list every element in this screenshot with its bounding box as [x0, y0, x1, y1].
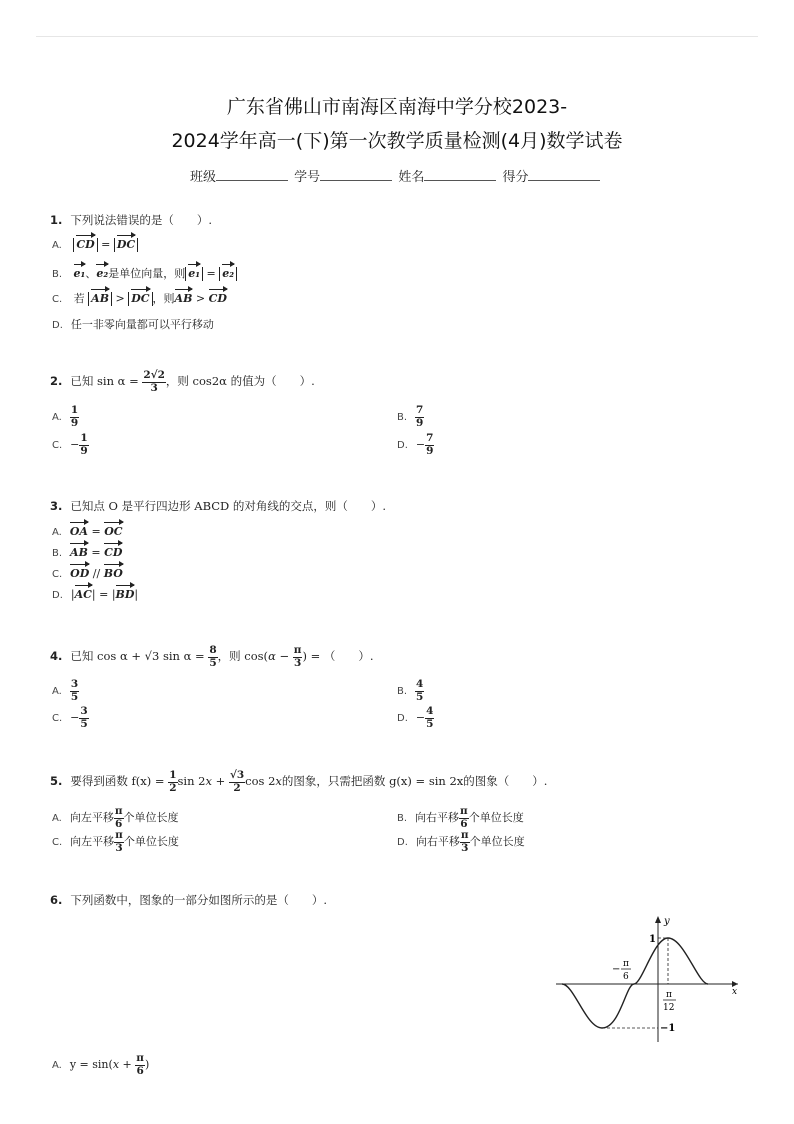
- option-text: 若: [73, 292, 85, 305]
- option-label: D.: [397, 713, 408, 725]
- option-text: 向左平移: [69, 811, 114, 825]
- student-info-row: [190, 166, 602, 185]
- option-label: C.: [52, 713, 63, 725]
- option-text: 是单位向量，则: [108, 267, 186, 280]
- sine-curve: [562, 938, 708, 1028]
- option-label: C.: [52, 837, 63, 849]
- question-stem: 下列函数中，图象的一部分如图所示的是（ ）.: [70, 893, 328, 907]
- option-label: D.: [52, 590, 63, 601]
- x-axis-label: x: [732, 987, 738, 997]
- q1-option-d[interactable]: [52, 316, 214, 332]
- option-label: A.: [52, 240, 62, 251]
- q4-option-d[interactable]: D. − $\frac{4}{5}$: [397, 705, 434, 730]
- question-6: [50, 892, 327, 908]
- option-label: B.: [397, 412, 408, 424]
- option-text: 任一非零向量都可以平行移动: [70, 318, 214, 331]
- name-blank[interactable]: [424, 168, 496, 181]
- pi-12-den: 12: [663, 1003, 675, 1013]
- option-text: 个单位长度: [123, 835, 179, 849]
- q3-option-d[interactable]: D. |AC| = |BD|: [52, 588, 139, 601]
- option-label: B.: [52, 548, 63, 559]
- q2-option-c[interactable]: C. − $\frac{1}{9}$: [52, 432, 88, 457]
- question-stem: 要得到函数: [70, 774, 128, 789]
- question-3: [50, 498, 386, 514]
- question-number: 5.: [50, 774, 63, 789]
- question-number: 3.: [50, 499, 63, 513]
- neg-pi-6-sign: −: [612, 964, 621, 975]
- page-title-line1: 广东省佛山市南海区南海中学分校2023-: [226, 96, 568, 118]
- sine-graph-figure: [552, 912, 744, 1044]
- top-divider: [36, 36, 758, 37]
- neg-pi-6-den: 6: [623, 972, 629, 982]
- option-label: D.: [397, 837, 408, 849]
- q5-option-d[interactable]: D. 向右平移 $\frac{\pi}{3}$ 个单位长度: [397, 829, 525, 854]
- question-stem: 已知: [70, 649, 94, 664]
- question-number: 1.: [50, 213, 63, 227]
- question-number: 2.: [50, 374, 63, 389]
- option-text: ，则: [152, 292, 175, 305]
- option-text: 向左平移: [70, 835, 115, 849]
- option-label: C.: [52, 440, 63, 452]
- option-label: B.: [397, 686, 408, 698]
- q3-option-c[interactable]: C. OD // BO: [52, 567, 123, 580]
- equals-sign: =: [101, 238, 111, 251]
- class-blank[interactable]: [216, 168, 288, 181]
- pi-12-num: π: [666, 990, 672, 1000]
- question-stem: ，则: [217, 649, 241, 664]
- math-expr: f(x) =: [131, 774, 165, 789]
- q4-option-b[interactable]: B. $\frac{4}{5}$: [397, 678, 424, 703]
- question-number: 4.: [50, 649, 63, 664]
- question-number: 6.: [50, 893, 63, 907]
- number-label: 学号: [294, 170, 321, 185]
- y-axis-arrow: [655, 916, 661, 923]
- option-text: 个单位长度: [469, 835, 525, 849]
- option-text: 个单位长度: [468, 811, 524, 825]
- score-blank[interactable]: [528, 168, 600, 181]
- option-label: D.: [397, 440, 408, 452]
- question-4: 4. 已知 cos α + √3 sin α = $\frac{8}{5}$ ，则 cos(α − $\frac{\pi}{3}$ ) = （ ）.: [50, 644, 374, 669]
- math-expr: sin α =: [97, 374, 139, 389]
- option-text: 向右平移: [415, 811, 460, 825]
- page-title-line2: 2024学年高一(下)第一次教学质量检测(4月)数学试卷: [171, 130, 623, 152]
- option-label: C.: [52, 569, 63, 580]
- question-stem: 的图象，只需把函数: [281, 774, 386, 789]
- q5-option-c[interactable]: C. 向左平移 $\frac{\pi}{3}$ 个单位长度: [52, 829, 179, 854]
- option-label: A.: [52, 412, 62, 424]
- q5-option-a[interactable]: A. 向左平移 $\frac{\pi}{6}$ 个单位长度: [52, 805, 179, 830]
- option-label: A.: [52, 813, 62, 825]
- option-label: C.: [52, 294, 63, 305]
- q1-option-b[interactable]: B. e₁、e₂是单位向量，则 e₁ = e₂: [52, 265, 237, 281]
- option-text: 向右平移: [415, 835, 460, 849]
- q2-option-d[interactable]: D. − $\frac{7}{9}$: [397, 432, 434, 457]
- max-label: 1: [649, 934, 656, 945]
- question-2: [50, 370, 315, 394]
- question-stem: 下列说法错误的是（ ）.: [70, 213, 213, 227]
- question-stem: 的图象（ ）.: [463, 774, 548, 789]
- score-label: 得分: [502, 170, 529, 185]
- q2-option-a[interactable]: A. $\frac{1}{9}$: [52, 404, 79, 429]
- q1-option-a[interactable]: A. CD = DC: [52, 238, 138, 252]
- option-label: A.: [52, 1060, 62, 1072]
- option-label: B.: [397, 813, 408, 825]
- option-label: A.: [52, 686, 62, 698]
- neg-pi-6-num: π: [623, 959, 629, 969]
- fraction: $\frac{2√2}{3}$: [143, 369, 165, 394]
- q4-option-c[interactable]: C. − $\frac{3}{5}$: [52, 705, 88, 730]
- option-label: D.: [52, 320, 63, 331]
- class-label: 班级: [190, 170, 217, 185]
- q6-option-a[interactable]: A. y = sin(x + $\frac{\pi}{6}$ ): [52, 1052, 150, 1077]
- name-label: 姓名: [398, 170, 425, 185]
- option-label: A.: [52, 527, 62, 538]
- question-1: [50, 212, 212, 228]
- number-blank[interactable]: [320, 168, 392, 181]
- min-label: −1: [660, 1023, 676, 1034]
- question-5: 5. 要得到函数 f(x) = $\frac{1}{2}$ sin 2x + $\frac{√3}{2}$ cos 2x的图象，只需把函数 g(x) = sin 2x的图象（ ）.: [50, 769, 548, 794]
- math-expr: g(x) = sin 2x: [389, 774, 464, 789]
- q3-option-b[interactable]: B. AB = CD: [52, 546, 123, 559]
- math-expr: y = sin: [69, 1058, 109, 1072]
- question-stem: ，则 cos2α 的值为（ ）.: [165, 374, 315, 389]
- math-expr: cos α + √3 sin α =: [97, 649, 205, 664]
- q4-option-a[interactable]: A. $\frac{3}{5}$: [52, 678, 79, 703]
- q2-option-b[interactable]: B. $\frac{7}{9}$: [397, 404, 424, 429]
- q5-option-b[interactable]: B. 向右平移 $\frac{\pi}{6}$ 个单位长度: [397, 805, 524, 830]
- q3-option-a[interactable]: A. OA = OC: [52, 525, 123, 538]
- option-text: 个单位长度: [123, 811, 179, 825]
- question-stem: 已知: [70, 374, 94, 389]
- q1-option-c[interactable]: C. 若 AB > DC ，则AB > CD: [52, 292, 227, 305]
- option-label: B.: [52, 269, 63, 280]
- question-stem: = （ ）.: [310, 649, 374, 664]
- question-stem: 已知点 O 是平行四边形 ABCD 的对角线的交点，则（ ）.: [70, 499, 387, 513]
- y-axis-label: y: [664, 916, 670, 927]
